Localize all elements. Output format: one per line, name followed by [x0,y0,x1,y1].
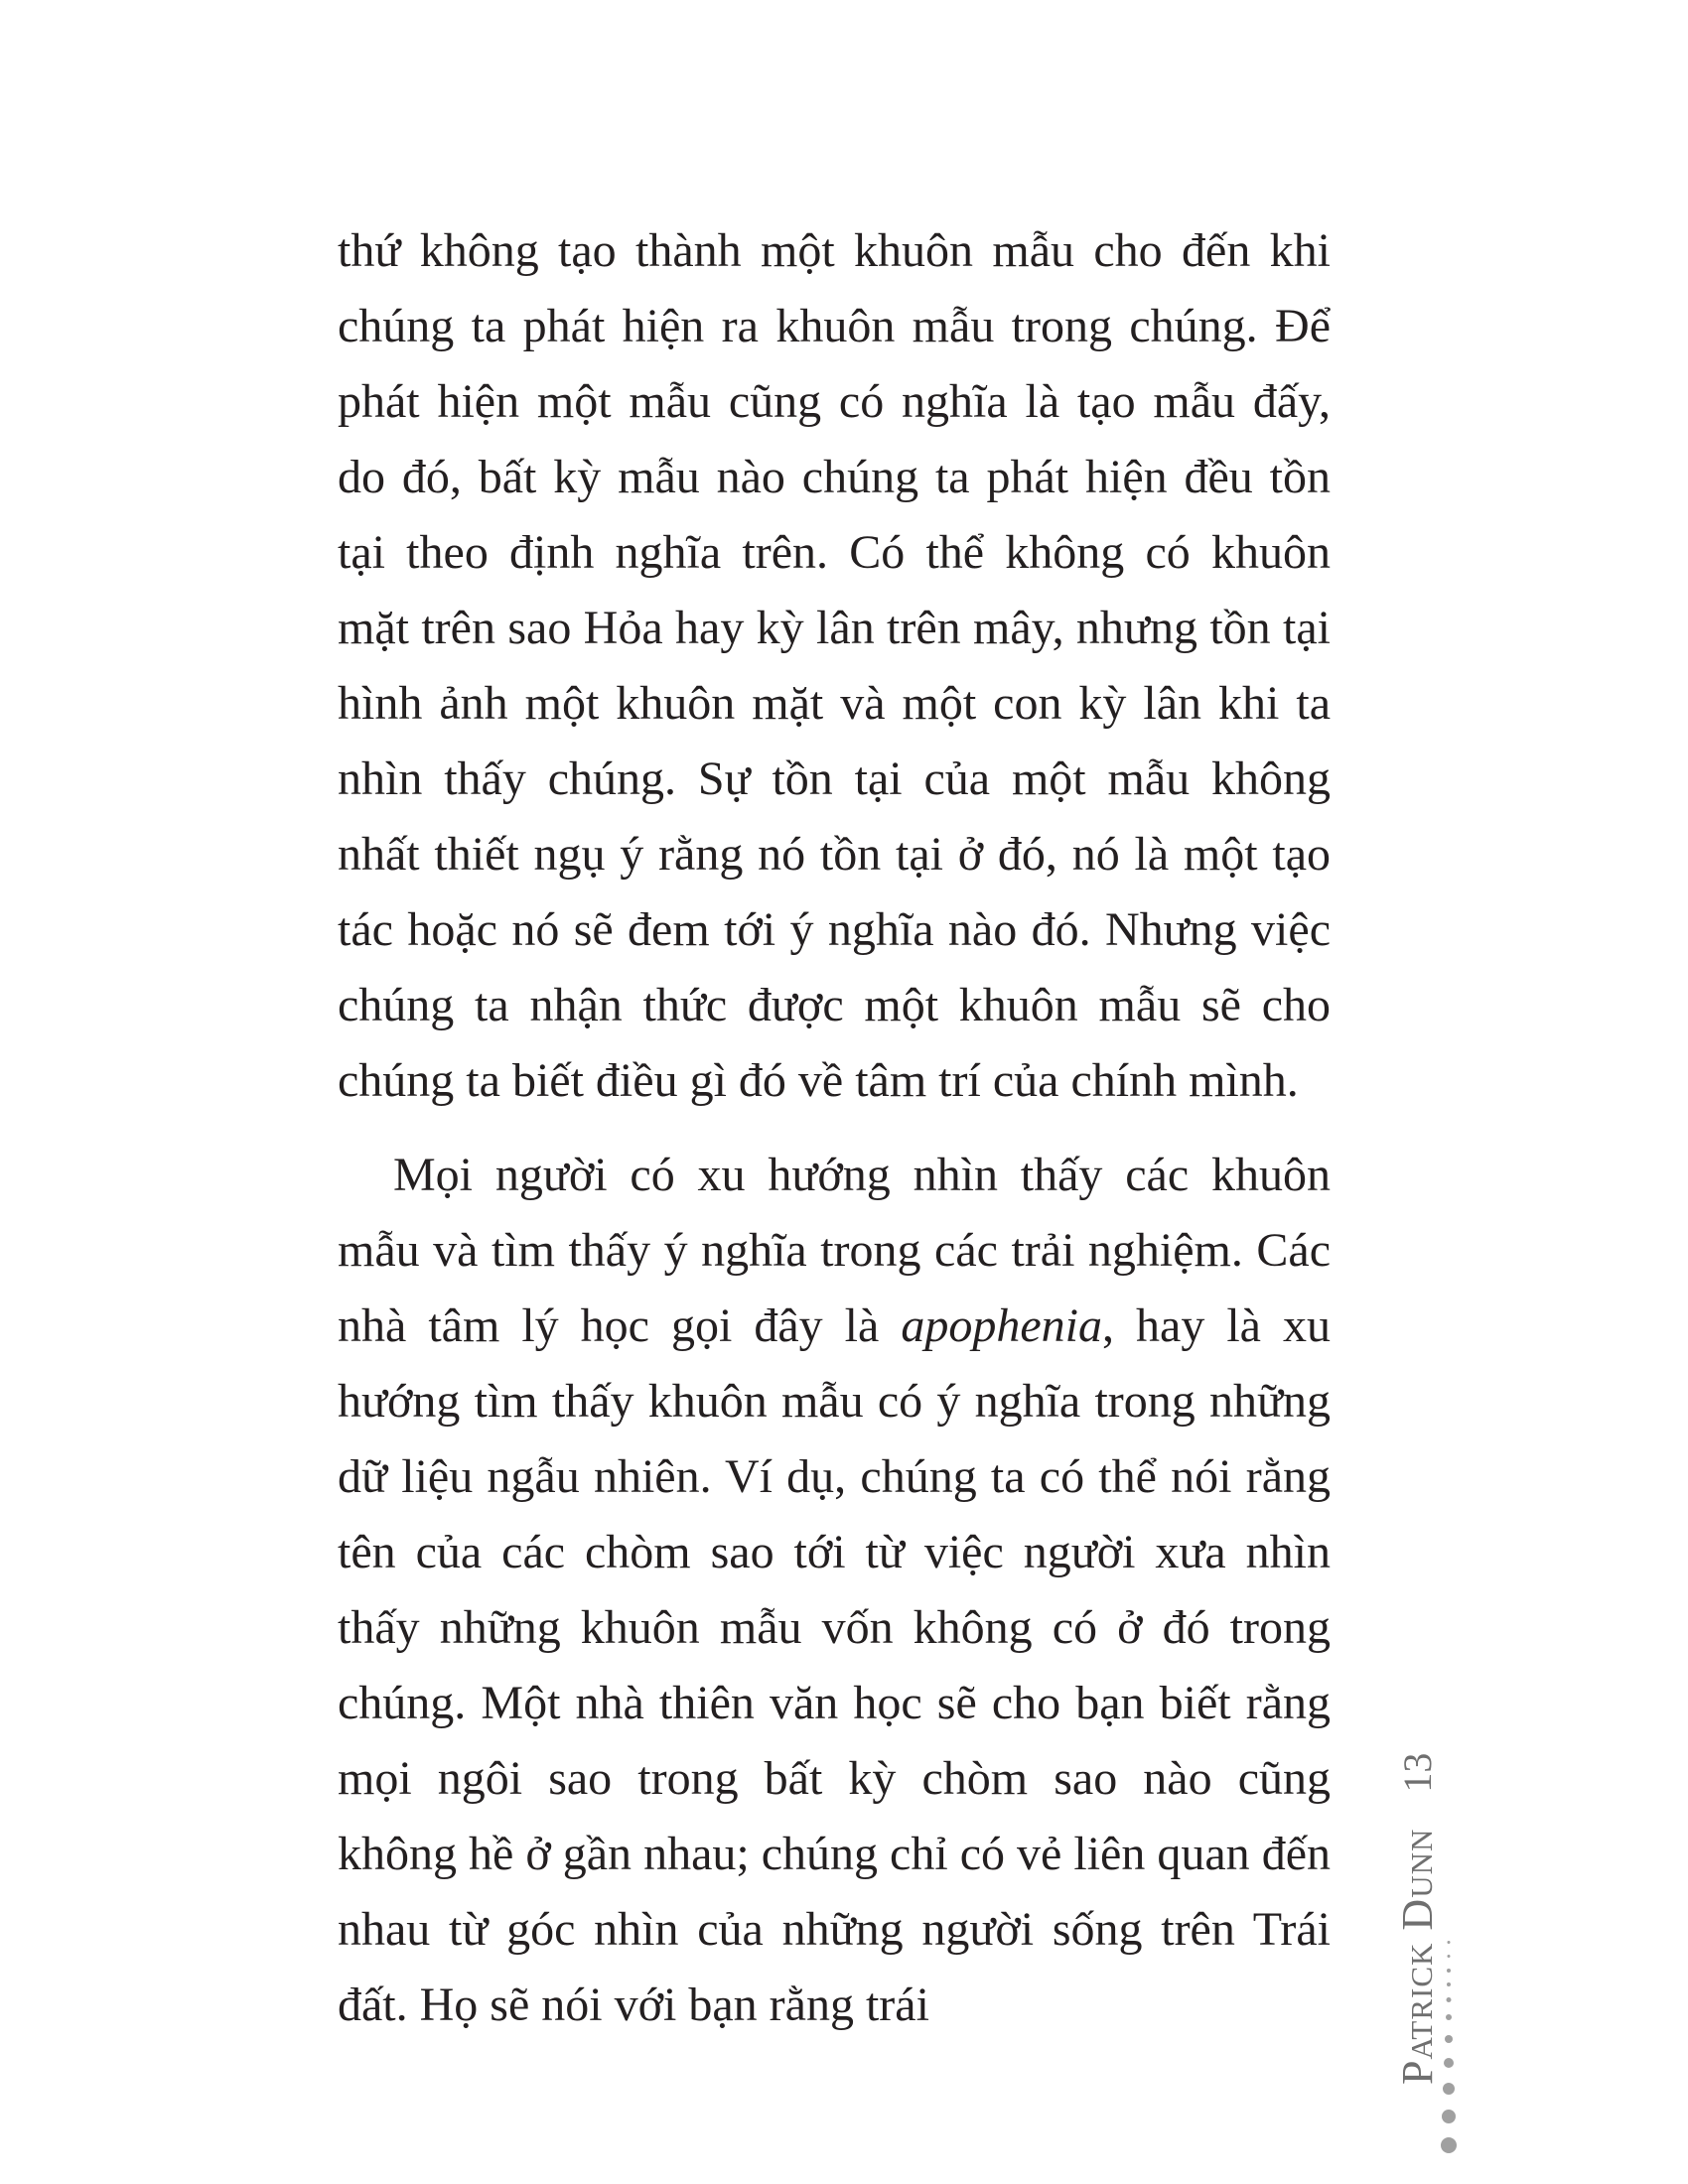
page-number: 13 [1394,1752,1440,1793]
trail-dot [1444,2058,1454,2068]
paragraph-2-end: , hay là xu hướng tìm thấy khuôn mẫu có ý nghĩa trong những dữ liệu ngẫu nhiên. Ví dụ, chúng ta có thể nói rằng tên của các chòm sao tới từ việc người xưa nhìn thấy những khuôn mẫu vốn không có ở đó trong chúng. Một nhà thiên văn học sẽ cho bạn biết rằng mọi ngôi sao trong bất kỳ chòm sao nào cũng không hề ở gần nhau; chúng chỉ có vẻ liên quan đến nhau từ góc nhìn của những người sống trên Trái đất. Họ sẽ nói với bạn rằng trái [338,1299,1332,2031]
body-text [338,213,1331,2043]
decorative-dot-trail [1434,1941,1464,2154]
paragraph-1: thứ không tạo thành một khuôn mẫu cho đến khi chúng ta phát hiện ra khuôn mẫu trong chúng. Để phát hiện một mẫu cũng có nghĩa là tạo mẫu đấy, do đó, bất kỳ mẫu nào chúng ta phát hiện đều tồn tại theo định nghĩa trên. Có thể không có khuôn mặt trên sao Hỏa hay kỳ lân trên mây, nhưng tồn tại hình ảnh một khuôn mặt và một con kỳ lân khi ta nhìn thấy chúng. Sự tồn tại của một mẫu không nhất thiết ngụ ý rằng nó tồn tại ở đó, nó là một tạo tác hoặc nó sẽ đem tới ý nghĩa nào đó. Nhưng việc chúng ta nhận thức được một khuôn mẫu sẽ cho chúng ta biết điều gì đó về tâm trí của chính mình. [338,224,1331,1107]
trail-dot [1447,1997,1452,2002]
trail-dot [1447,1969,1451,1973]
paragraph-2 [338,1138,1331,2043]
trail-dot [1442,2110,1456,2123]
trail-dot [1448,1955,1451,1958]
trail-dot [1448,1941,1451,1944]
author-name: Patrick Dunn [1392,1828,1442,2085]
paragraph-2-start: Mọi người có xu hướng nhìn thấy các khuôn mẫu và tìm thấy ý nghĩa trong các trải nghiệm. Các nhà tâm lý học gọi đây là [338,1149,1331,1352]
running-footer [1392,1752,1442,2085]
italic-term: apophenia [901,1299,1102,1352]
trail-dot [1443,2083,1455,2095]
trail-dot [1447,1982,1451,1986]
trail-dot [1445,2035,1453,2043]
trail-dot [1441,2137,1457,2153]
trail-dot [1446,2014,1452,2020]
